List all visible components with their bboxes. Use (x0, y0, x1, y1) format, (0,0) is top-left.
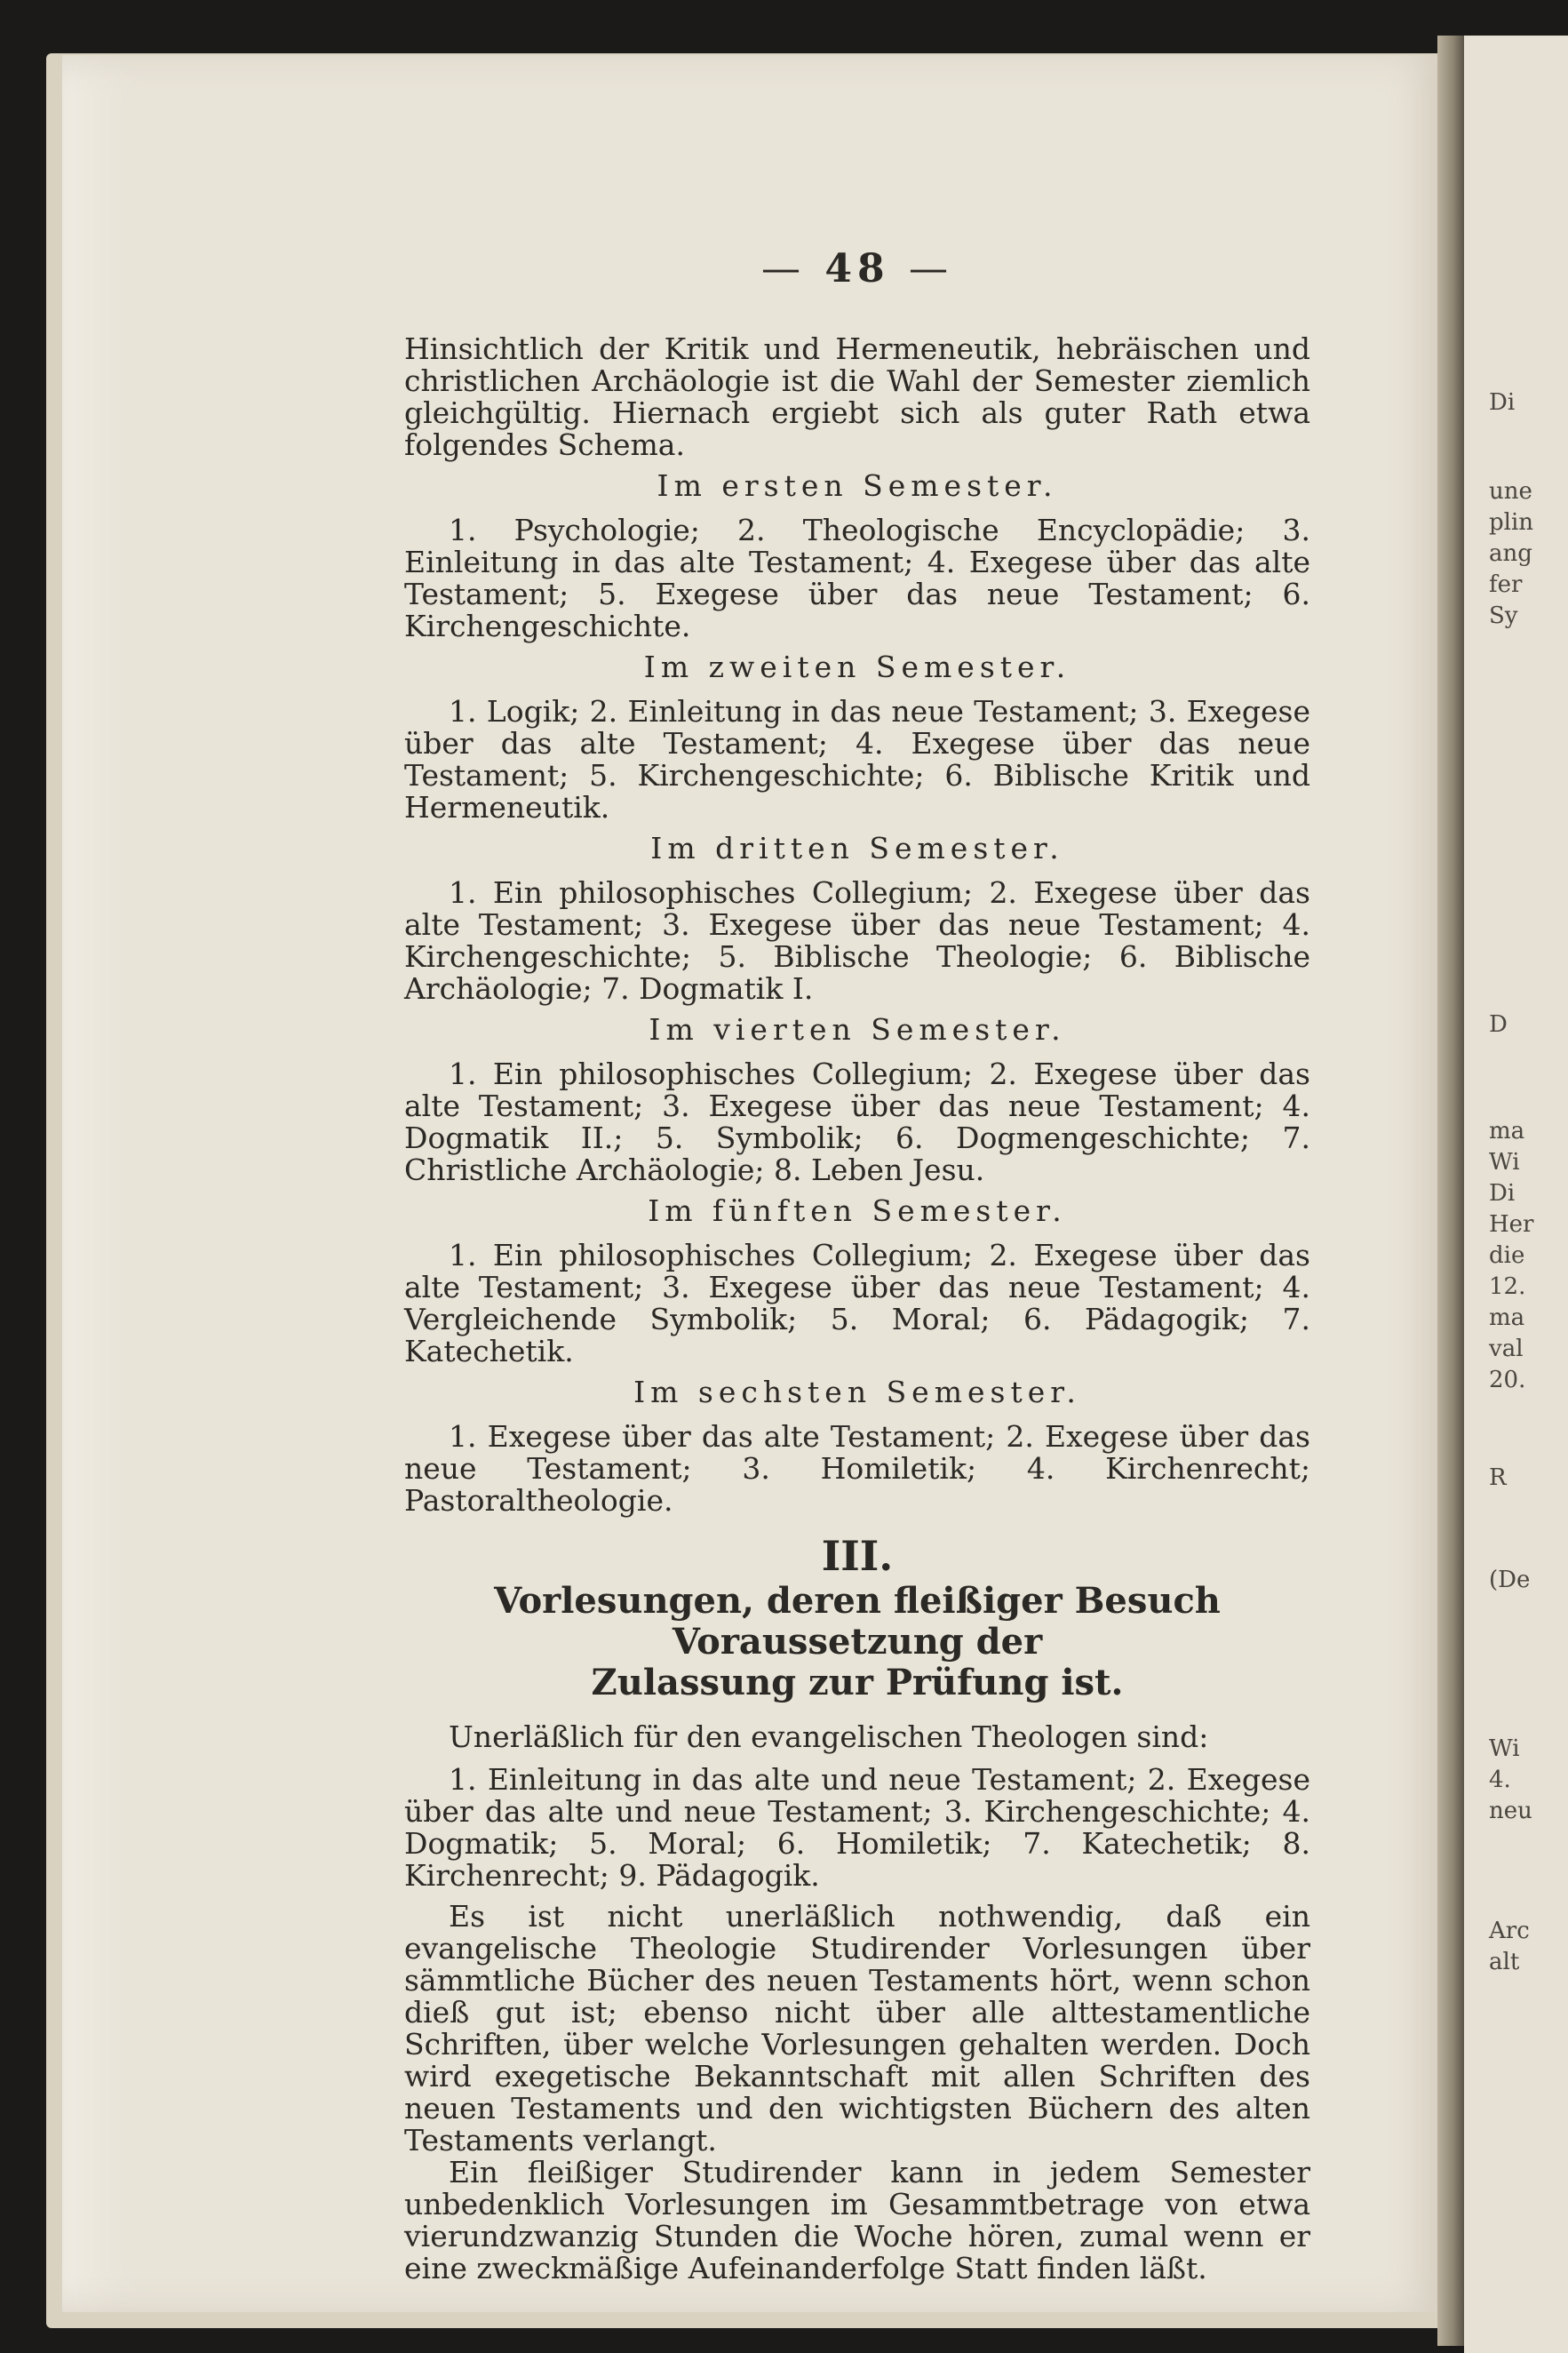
semester-courses: 1. Ein philosophisches Collegium; 2. Exegese über das alte Testament; 3. Exegese über das neue Testament; 4. Vergleichende Symbolik; 5. Moral; 6. Pädagogik; 7. Katechetik. (404, 1238, 1310, 1368)
semester-courses: 1. Psychologie; 2. Theologische Encyclopädie; 3. Einleitung in das alte Testament; 4. Exegese über das alte Testament; 5. Exegese über das neue Testament; 6. Kirchengeschichte. (404, 513, 1310, 643)
facing-text: ma (1489, 1304, 1525, 1331)
facing-text: neu (1489, 1798, 1532, 1824)
page-content (404, 246, 1310, 2285)
facing-text: D (1489, 1011, 1508, 1038)
facing-text: alt (1489, 1949, 1520, 1975)
dash-right: — (908, 246, 953, 291)
facing-text: Her (1489, 1211, 1534, 1238)
intro-paragraph: Hinsichtlich der Kritik und Hermeneutik, hebräischen und christlichen Archäologie ist die Wahl der Semester ziemlich gleichgültig. Hiernach ergiebt sich als guter Rath etwa folgendes Schema. (404, 331, 1310, 462)
section-title-line: Zulassung zur Prüfung ist. (591, 1662, 1124, 1703)
required-courses: 1. Einleitung in das alte und neue Testament; 2. Exegese über das alte und neue Testament; 3. Kirchengeschichte; 4. Dogmatik; 5. Moral; 6. Homiletik; 7. Katechetik; 8. Kirchenrecht; 9. Pädagogik. (404, 1762, 1310, 1893)
facing-text: ma (1489, 1118, 1525, 1145)
semester-heading: Im dritten Semester. (650, 831, 1064, 865)
facing-text: fer (1489, 571, 1523, 598)
book-gutter (1437, 36, 1464, 2346)
section-numeral: III. (821, 1532, 894, 1580)
semester-courses: 1. Ein philosophisches Collegium; 2. Exegese über das alte Testament; 3. Exegese über das neue Testament; 4. Kirchengeschichte; 5. Biblische Theologie; 6. Biblische Archäologie; 7. Dogmatik I. (404, 875, 1310, 1006)
section-title-line: Vorlesungen, deren fleißiger Besuch Voraussetzung der (494, 1580, 1221, 1663)
facing-text: une (1489, 478, 1532, 505)
facing-text: 4. (1489, 1767, 1511, 1793)
facing-page (1464, 36, 1568, 2353)
facing-text: die (1489, 1242, 1525, 1269)
facing-text: Arc (1489, 1918, 1530, 1944)
dash-left: — (761, 246, 807, 291)
semester-heading: Im vierten Semester. (649, 1012, 1066, 1047)
semester-courses: 1. Logik; 2. Einleitung in das neue Testament; 3. Exegese über das alte Testament; 4. Exegese über das neue Testament; 5. Kirchengeschichte; 6. Biblische Kritik und Hermeneutik. (404, 694, 1310, 825)
facing-text: R (1489, 1464, 1507, 1491)
facing-text: (De (1489, 1567, 1531, 1593)
facing-text: plin (1489, 509, 1534, 536)
page-number-value: 48 (824, 246, 890, 291)
semester-courses: 1. Ein philosophisches Collegium; 2. Exegese über das alte Testament; 3. Exegese über das neue Testament; 4. Dogmatik II.; 5. Symbolik; 6. Dogmengeschichte; 7. Christliche Archäologie; 8. Leben Jesu. (404, 1057, 1310, 1187)
section-title (404, 1581, 1310, 1703)
semester-heading: Im fünften Semester. (648, 1193, 1067, 1228)
facing-text: val (1489, 1336, 1524, 1362)
facing-text: Wi (1489, 1149, 1520, 1176)
body-paragraph: Ein fleißiger Studirender kann in jedem Semester unbedenklich Vorlesungen im Gesammtbetrage von etwa vierundzwanzig Stunden die Woche hören, zumal wenn er eine zweckmäßige Aufeinanderfolge Statt finden läßt. (404, 2155, 1310, 2285)
facing-text: 20. (1489, 1367, 1526, 1393)
facing-text: 12. (1489, 1273, 1526, 1300)
facing-text: Di (1489, 389, 1516, 416)
semester-heading: Im ersten Semester. (657, 468, 1058, 503)
facing-text: Sy (1489, 602, 1518, 629)
required-intro: Unerläßlich für den evangelischen Theologen sind: (449, 1719, 1209, 1754)
facing-text: ang (1489, 540, 1532, 567)
semester-heading: Im zweiten Semester. (643, 650, 1071, 684)
body-paragraph: Es ist nicht unerläßlich nothwendig, daß ein evangelische Theologie Studirender Vorlesungen über sämmtliche Bücher des neuen Testaments hört, wenn schon dieß gut ist; ebenso nicht über alle alttestamentliche Schriften, über welche Vorlesungen gehalten werden. Doch wird exegetische Bekanntschaft mit allen Schriften des neuen Testaments und den wichtigsten Büchern des alten Testaments verlangt. (404, 1899, 1310, 2158)
page-number (404, 246, 1310, 291)
semester-courses: 1. Exegese über das alte Testament; 2. Exegese über das neue Testament; 3. Homiletik; 4. Kirchenrecht; Pastoraltheologie. (404, 1419, 1310, 1518)
semester-heading: Im sechsten Semester. (633, 1375, 1081, 1409)
facing-text: Di (1489, 1180, 1516, 1207)
facing-text: Wi (1489, 1735, 1520, 1762)
